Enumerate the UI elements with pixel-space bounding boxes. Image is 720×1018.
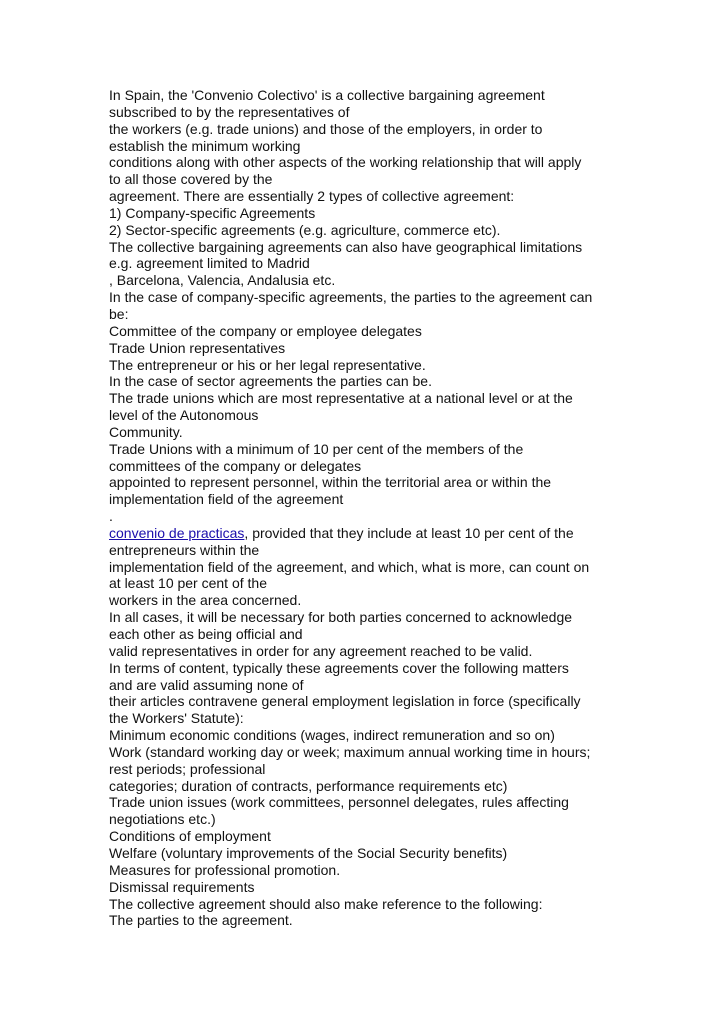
text-line: the Workers' Statute):: [109, 710, 244, 727]
text-line: Committee of the company or employee delegates: [109, 322, 422, 339]
text-line: In Spain, the 'Convenio Colectivo' is a collective bargaining agreement: [109, 87, 545, 103]
text-line: Welfare (voluntary improvements of the Social Security benefits): [109, 844, 508, 861]
text-line: The trade unions which are most representative at a national level or at the: [109, 390, 573, 407]
text-line: workers in the area concerned.: [109, 592, 302, 609]
text-line: Measures for professional promotion.: [109, 861, 341, 878]
text-line: valid representatives in order for any agreement reached to be valid.: [109, 642, 533, 659]
text-line: agreement. There are essentially 2 types of collective agreement:: [109, 188, 515, 205]
text-line: Conditions of employment: [109, 828, 271, 845]
text-line: Dismissal requirements: [109, 878, 255, 895]
text-line: subscribed to by the representatives of: [109, 103, 350, 120]
convenio-de-practicas-link[interactable]: convenio de practicas: [109, 524, 245, 541]
text-line: Trade Union representatives: [109, 339, 286, 356]
text-line: rest periods; professional: [109, 760, 266, 777]
link-text-line: [109, 525, 619, 542]
document-body: [109, 87, 619, 929]
text-line: negotiations etc.): [109, 811, 216, 828]
text-line: The collective bargaining agreements can also have geographical limitations: [109, 238, 583, 255]
text-line: 1) Company-specific Agreements: [109, 204, 316, 221]
text-line: appointed to represent personnel, within the territorial area or within the: [109, 474, 552, 491]
text-line: be:: [109, 305, 129, 322]
text-line: their articles contravene general employment legislation in force (specifically: [109, 693, 581, 710]
text-line: committees of the company or delegates: [109, 457, 362, 474]
text-line: .: [109, 508, 113, 525]
text-line: Minimum economic conditions (wages, indirect remuneration and so on): [109, 727, 555, 744]
text-line: The collective agreement should also make reference to the following:: [109, 895, 543, 912]
text-line: categories; duration of contracts, performance requirements etc): [109, 777, 508, 794]
text-line: Work (standard working day or week; maximum annual working time in hours;: [109, 743, 591, 760]
text-line: Trade union issues (work committees, personnel delegates, rules affecting: [109, 794, 569, 811]
text-line: and are valid assuming none of: [109, 676, 304, 693]
text-line: conditions along with other aspects of the working relationship that will apply: [109, 154, 582, 171]
text-line: level of the Autonomous: [109, 407, 259, 424]
text-line: The parties to the agreement.: [109, 912, 293, 929]
text-line: the workers (e.g. trade unions) and those of the employers, in order to: [109, 120, 543, 137]
text-line: In terms of content, typically these agreements cover the following matters: [109, 659, 569, 676]
text-line: , Barcelona, Valencia, Andalusia etc.: [109, 272, 336, 289]
text-line: The entrepreneur or his or her legal representative.: [109, 356, 426, 373]
text-line: 2) Sector-specific agreements (e.g. agriculture, commerce etc).: [109, 221, 501, 238]
text-line: each other as being official and: [109, 626, 303, 642]
text-line: entrepreneurs within the: [109, 541, 260, 558]
text-line: establish the minimum working: [109, 137, 301, 154]
text-line: at least 10 per cent of the: [109, 575, 267, 592]
text-line: In the case of company-specific agreements, the parties to the agreement can: [109, 289, 593, 306]
text-line: to all those covered by the: [109, 171, 273, 188]
text-line: Community.: [109, 423, 183, 440]
text-line: In all cases, it will be necessary for both parties concerned to acknowledge: [109, 609, 573, 626]
text-line: Trade Unions with a minimum of 10 per cent of the members of the: [109, 440, 524, 457]
text-line: implementation field of the agreement: [109, 491, 344, 508]
text-line: e.g. agreement limited to Madrid: [109, 255, 310, 272]
text-line: implementation field of the agreement, and which, what is more, can count on: [109, 558, 590, 575]
link-line-rest: , provided that they include at least 10 per cent of the: [244, 524, 574, 541]
text-line: In the case of sector agreements the parties can be.: [109, 373, 432, 390]
